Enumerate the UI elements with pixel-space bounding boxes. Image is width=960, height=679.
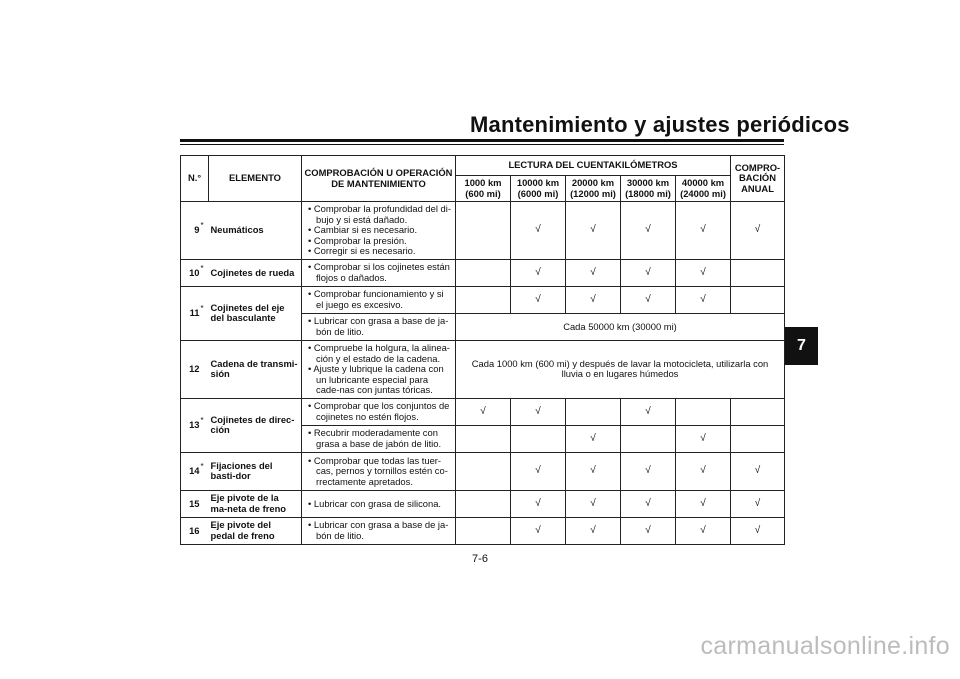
check-cell: [676, 398, 731, 425]
check-cell: √: [566, 517, 621, 544]
header-no: N.°: [181, 156, 209, 202]
table-row: [181, 286, 785, 313]
item-number: 10: [181, 259, 201, 286]
check-cell: √: [676, 490, 731, 517]
check-cell: [456, 286, 511, 313]
asterisk-empty: [201, 517, 209, 544]
item-element: Fijaciones del basti-dor: [209, 452, 302, 490]
check-cell: [566, 398, 621, 425]
check-cell: √: [731, 202, 785, 260]
item-operation: • Lubricar con grasa a base de ja-bón de litio.: [302, 313, 456, 340]
check-cell: [456, 202, 511, 260]
check-cell: √: [676, 425, 731, 452]
check-cell: √: [621, 202, 676, 260]
item-operation: • Compruebe la holgura, la alinea-ción y el estado de la cadena. • Ajuste y lubrique la cadena con un lubricante especial para cade-nas con juntas tóricas.: [302, 340, 456, 398]
table-row: [181, 259, 785, 286]
check-cell: [731, 259, 785, 286]
check-cell: √: [566, 425, 621, 452]
check-cell: √: [456, 398, 511, 425]
interval-note: Cada 1000 km (600 mi) y después de lavar la motocicleta, utilizarla con lluvia o en lugares húmedos: [456, 340, 785, 398]
asterisk-mark: *: [201, 286, 209, 340]
check-cell: [621, 425, 676, 452]
check-cell: [456, 425, 511, 452]
table-row: [181, 398, 785, 425]
asterisk-empty: [201, 490, 209, 517]
item-operation: • Comprobar que los conjuntos de cojinetes no estén flojos.: [302, 398, 456, 425]
asterisk-mark: *: [201, 398, 209, 452]
check-cell: √: [676, 517, 731, 544]
check-cell: √: [731, 452, 785, 490]
check-cell: √: [621, 286, 676, 313]
check-cell: √: [511, 398, 566, 425]
check-cell: [731, 398, 785, 425]
table-row: [181, 202, 785, 260]
interval-note: Cada 50000 km (30000 mi): [456, 313, 785, 340]
check-cell: [456, 490, 511, 517]
maintenance-table: [180, 155, 785, 545]
check-cell: √: [566, 286, 621, 313]
item-operation: • Comprobar la profundidad del di-bujo y si está dañado. • Cambiar si es necesario. • Comprobar la presión. • Corregir si es necesario.: [302, 202, 456, 260]
km-header: 20000 km (12000 mi): [566, 176, 621, 202]
check-cell: √: [676, 202, 731, 260]
check-cell: [456, 452, 511, 490]
page-title: Mantenimiento y ajustes periódicos: [470, 112, 850, 137]
header-odometer: LECTURA DEL CUENTAKILÓMETROS: [456, 156, 731, 176]
header-element: ELEMENTO: [209, 156, 302, 202]
item-number: 16: [181, 517, 201, 544]
check-cell: √: [621, 517, 676, 544]
item-operation: • Recubrir moderadamente con grasa a base de jabón de litio.: [302, 425, 456, 452]
check-cell: √: [676, 259, 731, 286]
check-cell: [511, 425, 566, 452]
table-row: [181, 452, 785, 490]
header-annual: COMPRO-BACIÓN ANUAL: [731, 156, 785, 202]
item-operation: • Lubricar con grasa a base de ja-bón de litio.: [302, 517, 456, 544]
item-operation: • Comprobar que todas las tuer-cas, pernos y tornillos estén co-rrectamente apretados.: [302, 452, 456, 490]
item-number: 11: [181, 286, 201, 340]
item-element: Eje pivote de la ma-neta de freno: [209, 490, 302, 517]
check-cell: [731, 286, 785, 313]
check-cell: √: [511, 517, 566, 544]
check-cell: [731, 425, 785, 452]
item-operation: • Comprobar si los cojinetes están flojos o dañados.: [302, 259, 456, 286]
asterisk-mark: *: [201, 259, 209, 286]
check-cell: √: [566, 490, 621, 517]
km-header: 30000 km (18000 mi): [621, 176, 676, 202]
item-operation: • Comprobar funcionamiento y si el juego es excesivo.: [302, 286, 456, 313]
check-cell: √: [731, 517, 785, 544]
asterisk-mark: *: [201, 452, 209, 490]
item-element: Neumáticos: [209, 202, 302, 260]
item-number: 9: [181, 202, 201, 260]
item-element: Cojinetes del eje del basculante: [209, 286, 302, 340]
check-cell: √: [621, 452, 676, 490]
check-cell: √: [511, 452, 566, 490]
check-cell: √: [566, 202, 621, 260]
item-number: 14: [181, 452, 201, 490]
check-cell: √: [511, 490, 566, 517]
check-cell: [456, 259, 511, 286]
table-row: [181, 340, 785, 398]
check-cell: √: [511, 259, 566, 286]
title-rule-thin: [180, 144, 784, 145]
item-number: 13: [181, 398, 201, 452]
check-cell: √: [676, 286, 731, 313]
page-number: 7-6: [472, 553, 488, 565]
item-number: 12: [181, 340, 201, 398]
asterisk-mark: *: [201, 202, 209, 260]
item-element: Cadena de transmi-sión: [209, 340, 302, 398]
item-number: 15: [181, 490, 201, 517]
check-cell: √: [621, 398, 676, 425]
km-header: 10000 km (6000 mi): [511, 176, 566, 202]
km-header: 40000 km (24000 mi): [676, 176, 731, 202]
table-row: [181, 517, 785, 544]
watermark: carmanualsonline.info: [700, 632, 950, 660]
check-cell: √: [511, 202, 566, 260]
item-element: Cojinetes de rueda: [209, 259, 302, 286]
check-cell: √: [621, 490, 676, 517]
check-cell: √: [621, 259, 676, 286]
asterisk-empty: [201, 340, 209, 398]
check-cell: [456, 517, 511, 544]
chapter-tab: 7: [785, 327, 818, 365]
item-operation: • Lubricar con grasa de silicona.: [302, 490, 456, 517]
item-element: Cojinetes de direc-ción: [209, 398, 302, 452]
check-cell: √: [731, 490, 785, 517]
check-cell: √: [566, 452, 621, 490]
item-element: Eje pivote del pedal de freno: [209, 517, 302, 544]
title-rule: [180, 139, 784, 142]
check-cell: √: [566, 259, 621, 286]
table-row: [181, 490, 785, 517]
check-cell: √: [511, 286, 566, 313]
header-check: COMPROBACIÓN U OPERACIÓN DE MANTENIMIENTO: [302, 156, 456, 202]
check-cell: √: [676, 452, 731, 490]
km-header: 1000 km (600 mi): [456, 176, 511, 202]
